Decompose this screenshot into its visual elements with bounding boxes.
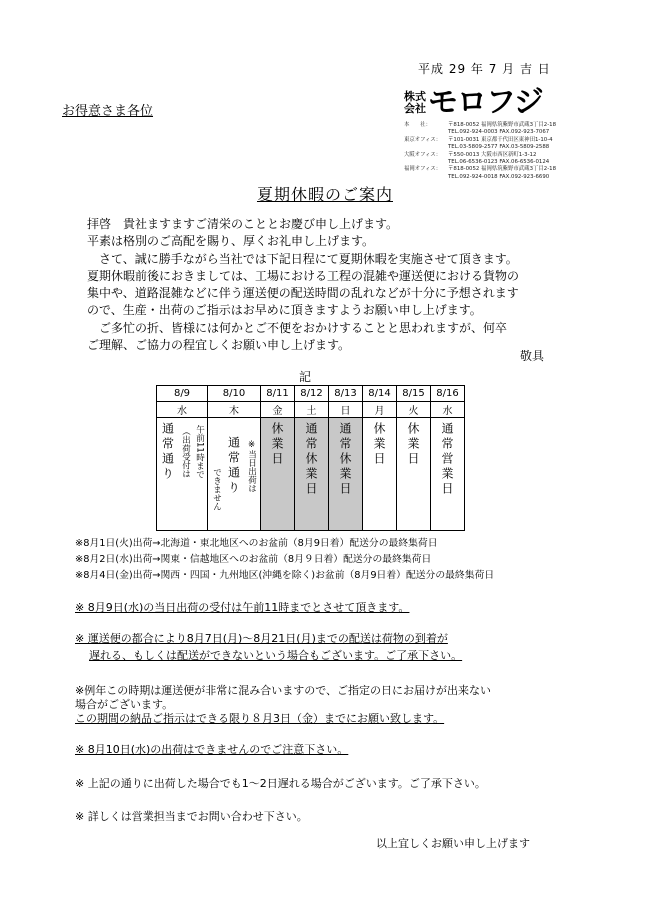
- office-line: 〒550-0013 大阪市西区新町1-3-12: [448, 151, 537, 158]
- status-text: 通常通り: [160, 422, 175, 482]
- closing-remark: 以上宜しくお願い申し上げます: [376, 837, 530, 850]
- logo-kabu: 株式: [404, 90, 426, 103]
- status-note: できません: [211, 468, 222, 511]
- status-cell-8-12: [295, 418, 329, 531]
- body-line: さて、誠に勝手ながら当社では下記日程にて夏期休暇を実施させて頂きます。: [87, 251, 518, 266]
- notice-no-shipping-8-10: ※ 8月10日(水)の出荷はできませんのでご注意下さい。: [75, 743, 349, 756]
- office-fukuoka: [404, 166, 584, 181]
- notice-same-day-cutoff: ※ 8月9日(水)の当日出荷の受付は午前11時までとさせて頂きます。: [75, 601, 410, 614]
- issue-date: 平成 29 年 7 月 吉 日: [418, 62, 551, 76]
- status-text: 通常休業日: [338, 422, 352, 497]
- status-cell-8-14: [363, 418, 397, 531]
- notice-contact-sales: ※ 詳しくは営業担当までお問い合わせ下さい。: [75, 810, 308, 823]
- shipping-notes: [75, 536, 494, 584]
- weekday-cell: 水: [431, 402, 465, 418]
- office-line: 〒818-0052 福岡県筑紫野市武蔵3丁目2-18: [448, 166, 557, 173]
- weekday-cell: 月: [363, 402, 397, 418]
- date-cell: 8/10: [208, 386, 261, 402]
- status-text: 休業日: [372, 422, 386, 467]
- notice-text: 遅れる、もしくは配送ができないという場合もございます。ご了承下さい。: [89, 649, 463, 662]
- date-cell: 8/13: [329, 386, 363, 402]
- body-line: 集中や、道路混雑などに伴う運送便の配送時間の乱れなどが十分に予想されます: [87, 286, 519, 301]
- status-text: 休業日: [406, 422, 420, 467]
- date-cell: 8/9: [157, 386, 208, 402]
- office-tokyo: [404, 137, 584, 152]
- date-cell: 8/16: [431, 386, 465, 402]
- notice-text: ※ 運送便の都合により8月7日(月)～8月21日(月)までの配送は荷物の到着が: [75, 632, 448, 645]
- office-line: TEL.092-924-0018 FAX.092-923-6690: [448, 173, 550, 180]
- body-line: ので、生産・出荷のご指示はお早めに頂きますようお願い申し上げます。: [87, 303, 482, 318]
- status-cell-8-9: [157, 418, 208, 531]
- notice-order-deadline: この期間の納品ご指示はできる限り８月3日（金）までにお願い致します。: [75, 712, 445, 725]
- status-cell-8-16: [431, 418, 465, 531]
- weekday-cell: 木: [208, 402, 261, 418]
- body-line: 平素は格別のご高配を賜り、厚くお礼申し上げます。: [87, 234, 375, 249]
- body-line: 拝啓 貴社ますますご清栄のこととお慶び申し上げます。: [87, 217, 399, 231]
- shipping-note: ※8月2日(水)出荷→関東・信越地区へのお盆前（8月９日着）配送分の最終集荷日: [75, 554, 432, 565]
- status-row: [157, 418, 465, 531]
- office-line: TEL.06-6536-0123 FAX.06-6536-0124: [448, 159, 550, 166]
- company-logo: [404, 85, 543, 120]
- keigu: 敬具: [520, 349, 545, 363]
- date-cell: 8/15: [397, 386, 431, 402]
- office-line: 〒101-0031 東京都千代田区東神田1-10-4: [448, 136, 553, 143]
- office-label: 福岡オフィス：: [404, 166, 442, 173]
- status-text: 通常休業日: [304, 422, 318, 497]
- office-line: 〒818-0052 福岡県筑紫野市武蔵3丁目2-18: [448, 122, 557, 128]
- notice-busy-season-line1: ※例年この時期は運送便が非常に混み合いますので、ご指定の日にお届けが出来ない: [75, 684, 491, 697]
- notice-possible-delay: ※ 上記の通りに出荷した場合でも1～2日遅れる場合がございます。ご了承下さい。: [75, 777, 486, 790]
- status-note: ※当日出荷は: [246, 440, 257, 493]
- addressee: お得意さま各位: [62, 104, 154, 119]
- status-note: 午前11時まで: [194, 425, 205, 479]
- weekday-cell: 火: [397, 402, 431, 418]
- shipping-note: ※8月4日(金)出荷→関西・四国・九州地区(沖縄を除く)お盆前（8月9日着）配送分の最終集荷日: [75, 570, 495, 581]
- office-addresses: [404, 122, 584, 181]
- weekday-row: [157, 402, 465, 418]
- holiday-schedule-table: [156, 385, 465, 531]
- status-text: 通常通り: [226, 436, 241, 497]
- status-cell-8-13: [329, 418, 363, 531]
- logo-kaisha: 会社: [404, 102, 426, 115]
- body-line: ご多忙の折、皆様には何かとご不便をおかけすることと思われますが、何卒: [87, 320, 508, 335]
- body-line: 夏期休暇前後におきましては、工場における工程の混雑や運送便における貨物の: [87, 268, 520, 283]
- office-head: [404, 122, 584, 137]
- status-note: （出荷受付は: [180, 426, 191, 478]
- office-label: 大阪オフィス：: [404, 151, 442, 158]
- office-label: 本 社：: [404, 122, 431, 128]
- date-row: [157, 386, 465, 402]
- office-label: 東京オフィス：: [404, 136, 442, 143]
- status-cell-8-10: [208, 418, 261, 531]
- weekday-cell: 日: [329, 402, 363, 418]
- status-cell-8-15: [397, 418, 431, 531]
- office-line: TEL.03-5809-2577 FAX.03-5809-2588: [448, 144, 550, 151]
- document-title: 夏期休暇のご案内: [256, 185, 393, 204]
- letter-body: [87, 216, 567, 354]
- date-cell: 8/14: [363, 386, 397, 402]
- notice-delivery-delay-line1: [75, 630, 448, 646]
- weekday-cell: 土: [295, 402, 329, 418]
- weekday-cell: 水: [157, 402, 208, 418]
- body-line: ご理解、ご協力の程宜しくお願い申し上げます。: [87, 338, 351, 353]
- status-text: 休業日: [270, 422, 284, 467]
- ki-heading: 記: [299, 370, 312, 384]
- status-cell-8-11: [261, 418, 295, 531]
- status-text: 通常営業日: [440, 422, 454, 497]
- logo-kabushiki: [404, 91, 426, 115]
- shipping-note: ※8月1日(火)出荷→北海道・東北地区へのお盆前（8月9日着）配送分の最終集荷日: [75, 538, 438, 549]
- date-cell: 8/12: [295, 386, 329, 402]
- notice-busy-season-line2: 場合がございます。: [75, 698, 174, 711]
- office-line: TEL.092-924-0003 FAX.092-923-7067: [448, 129, 550, 136]
- notice-delivery-delay-line2: [89, 647, 462, 663]
- weekday-cell: 金: [261, 402, 295, 418]
- date-cell: 8/11: [261, 386, 295, 402]
- office-osaka: [404, 152, 584, 167]
- logo-name: モロフジ: [428, 85, 543, 120]
